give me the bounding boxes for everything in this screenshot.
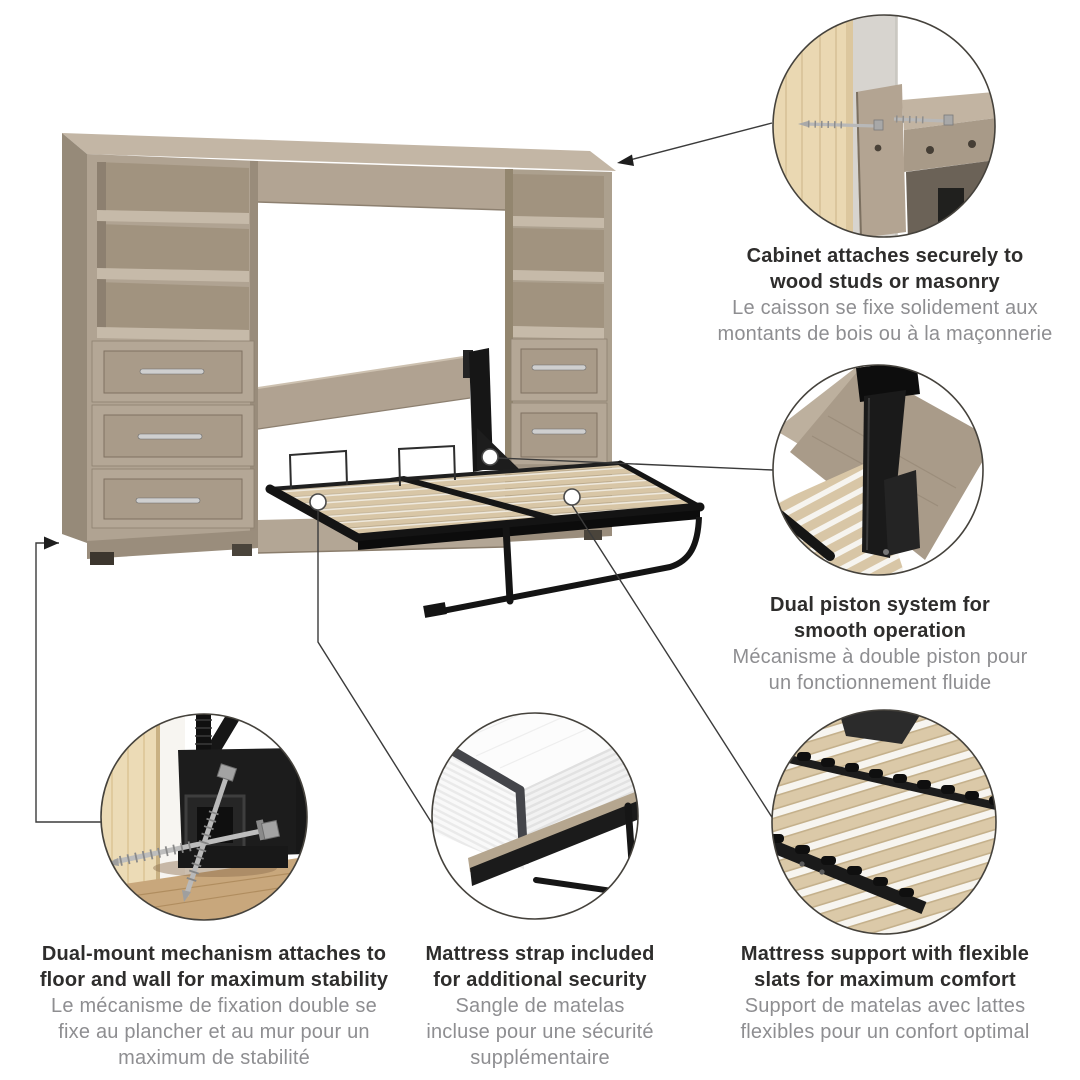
arrow-icon — [617, 155, 634, 167]
top-bridge — [258, 161, 505, 210]
callout-dot-flexible-slats — [564, 489, 580, 505]
caption-mattress-strap-en: Mattress strap included for additional security — [425, 943, 655, 991]
callout-line-dual-mount — [36, 543, 101, 822]
caption-dual-mount-fr: Le mécanisme de fixation double se fixe au plancher et au mur pour un maximum de stabilité — [51, 995, 377, 1069]
caption-dual-mount-en: Dual-mount mechanism attaches to floor and wall for maximum stability — [39, 943, 389, 991]
caption-flexible-slats-en: Mattress support with flexible slats for maximum comfort — [740, 943, 1030, 991]
caption-dual-piston — [660, 592, 1080, 696]
callout-line-mattress-strap — [318, 510, 433, 825]
caption-stud-mount-en: Cabinet attaches securely to wood studs or masonry — [746, 245, 1024, 293]
callout-circle-dual-mount — [98, 710, 368, 922]
callout-dot-mattress-strap — [310, 494, 326, 510]
caption-mattress-strap — [388, 941, 692, 1071]
callout-circle-stud-mount — [770, 8, 996, 244]
left-tower-drawers — [92, 341, 254, 528]
headboard-panel — [258, 356, 470, 429]
callout-circle-flexible-slats — [768, 704, 1003, 944]
callout-line-stud-mount — [622, 123, 772, 162]
arrow-icon — [44, 537, 59, 550]
caption-dual-piston-en: Dual piston system for smooth operation — [770, 594, 990, 642]
caption-dual-piston-fr: Mécanisme à double piston pour un fonctionnement fluide — [732, 646, 1028, 694]
caption-flexible-slats — [672, 941, 1080, 1045]
caption-dual-mount — [8, 941, 420, 1071]
wall-bed-unit — [62, 133, 700, 618]
caption-stud-mount — [655, 243, 1080, 347]
callout-circle-dual-piston — [772, 360, 995, 575]
caption-stud-mount-fr: Le caisson se fixe solidement aux montants de bois ou à la maçonnerie — [717, 297, 1053, 345]
caption-mattress-strap-fr: Sangle de matelas incluse pour une sécurité supplémentaire — [426, 995, 654, 1069]
caption-flexible-slats-fr: Support de matelas avec lattes flexibles pour un confort optimal — [740, 995, 1030, 1043]
callout-dot-dual-piston — [482, 449, 498, 465]
left-storage-tower — [87, 154, 258, 565]
callout-circle-mattress-strap — [428, 694, 642, 919]
